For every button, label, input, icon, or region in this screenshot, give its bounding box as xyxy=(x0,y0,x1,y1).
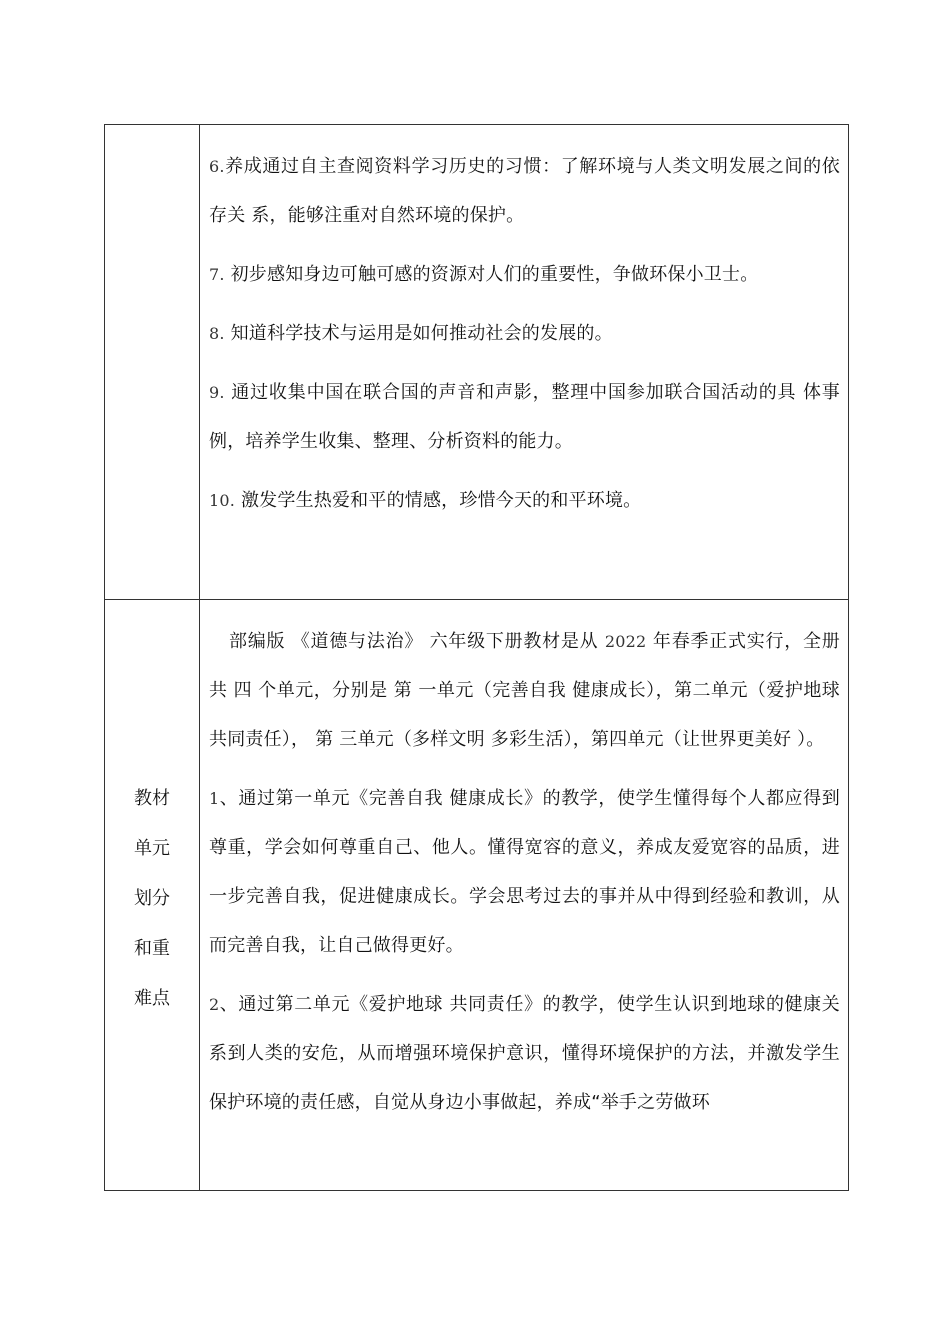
item-number: 6. xyxy=(209,157,225,176)
item-text: 通过收集中国在联合国的声音和声影，整理中国参加联合国活动的具 体事例，培养学生收集、整理、分析资料的能力。 xyxy=(209,382,840,452)
label-cell-empty xyxy=(105,125,200,600)
label-line: 和重 xyxy=(134,938,170,959)
intro-year: 2022 xyxy=(604,632,647,651)
section-label-wrap xyxy=(105,600,199,1190)
intro-before: 部编版 《道德与法治》 六年级下册教材是从 xyxy=(229,631,605,652)
table-row xyxy=(105,600,849,1191)
objective-item xyxy=(209,250,840,299)
label-line: 划分 xyxy=(134,888,170,909)
units-content xyxy=(200,600,848,1127)
label-line: 教材 xyxy=(134,788,170,809)
unit-item xyxy=(209,774,840,970)
unit-item xyxy=(209,980,840,1127)
item-text: 、通过第一单元《完善自我 健康成长》的教学，使学生懂得每个人都应得到尊重，学会如何尊重自己、他人。懂得宽容的意义，养成友爱宽容的品质，进一步完善自我，促进健康成长。学会思考过去的事并从中得到经验和教训，从而完善自我，让自己做得更好。 xyxy=(209,788,840,956)
section-label-cell xyxy=(105,600,200,1191)
item-number: 2 xyxy=(209,995,220,1014)
label-line: 难点 xyxy=(134,988,170,1009)
objective-item xyxy=(209,476,840,525)
objective-item xyxy=(209,368,840,466)
item-number: 10. xyxy=(209,491,236,510)
table-row xyxy=(105,125,849,600)
section-label xyxy=(132,766,172,1024)
item-number: 1 xyxy=(209,789,220,808)
item-text: 、通过第二单元《爱护地球 共同责任》的教学，使学生认识到地球的健康关系到人类的安危，从而增强环境保护意识，懂得环境保护的方法，并激发学生保护环境的责任感，自觉从身边小事做起，养成“举手之劳做环 xyxy=(209,994,840,1113)
item-text: 初步感知身边可触可感的资源对人们的重要性，争做环保小卫士。 xyxy=(224,264,759,285)
label-line: 单元 xyxy=(134,838,170,859)
item-text: 养成通过自主查阅资料学习历史的习惯：了解环境与人类文明发展之间的依存关 系，能够注重对自然环境的保护。 xyxy=(209,156,840,226)
item-text: 激发学生热爱和平的情感，珍惜今天的和平环境。 xyxy=(235,490,642,511)
objectives-cell xyxy=(200,125,849,600)
item-number: 9. xyxy=(209,383,225,402)
item-text: 知道科学技术与运用是如何推动社会的发展的。 xyxy=(224,323,613,344)
units-cell xyxy=(200,600,849,1191)
objective-item xyxy=(209,309,840,358)
intro-paragraph xyxy=(209,617,840,764)
objective-item xyxy=(209,142,840,240)
intro-after: 年春季正式实行，全册共 四 个单元，分别是 第 一单元（完善自我 健康成长），第二单元（爱护地球 共同责任）， 第 三单元（多样文明 多彩生活），第四单元（让世界更美好 ）。 xyxy=(209,631,840,750)
objectives-list xyxy=(200,125,848,525)
item-number: 8. xyxy=(209,324,225,343)
syllabus-table xyxy=(104,124,849,1191)
item-number: 7. xyxy=(209,265,225,284)
